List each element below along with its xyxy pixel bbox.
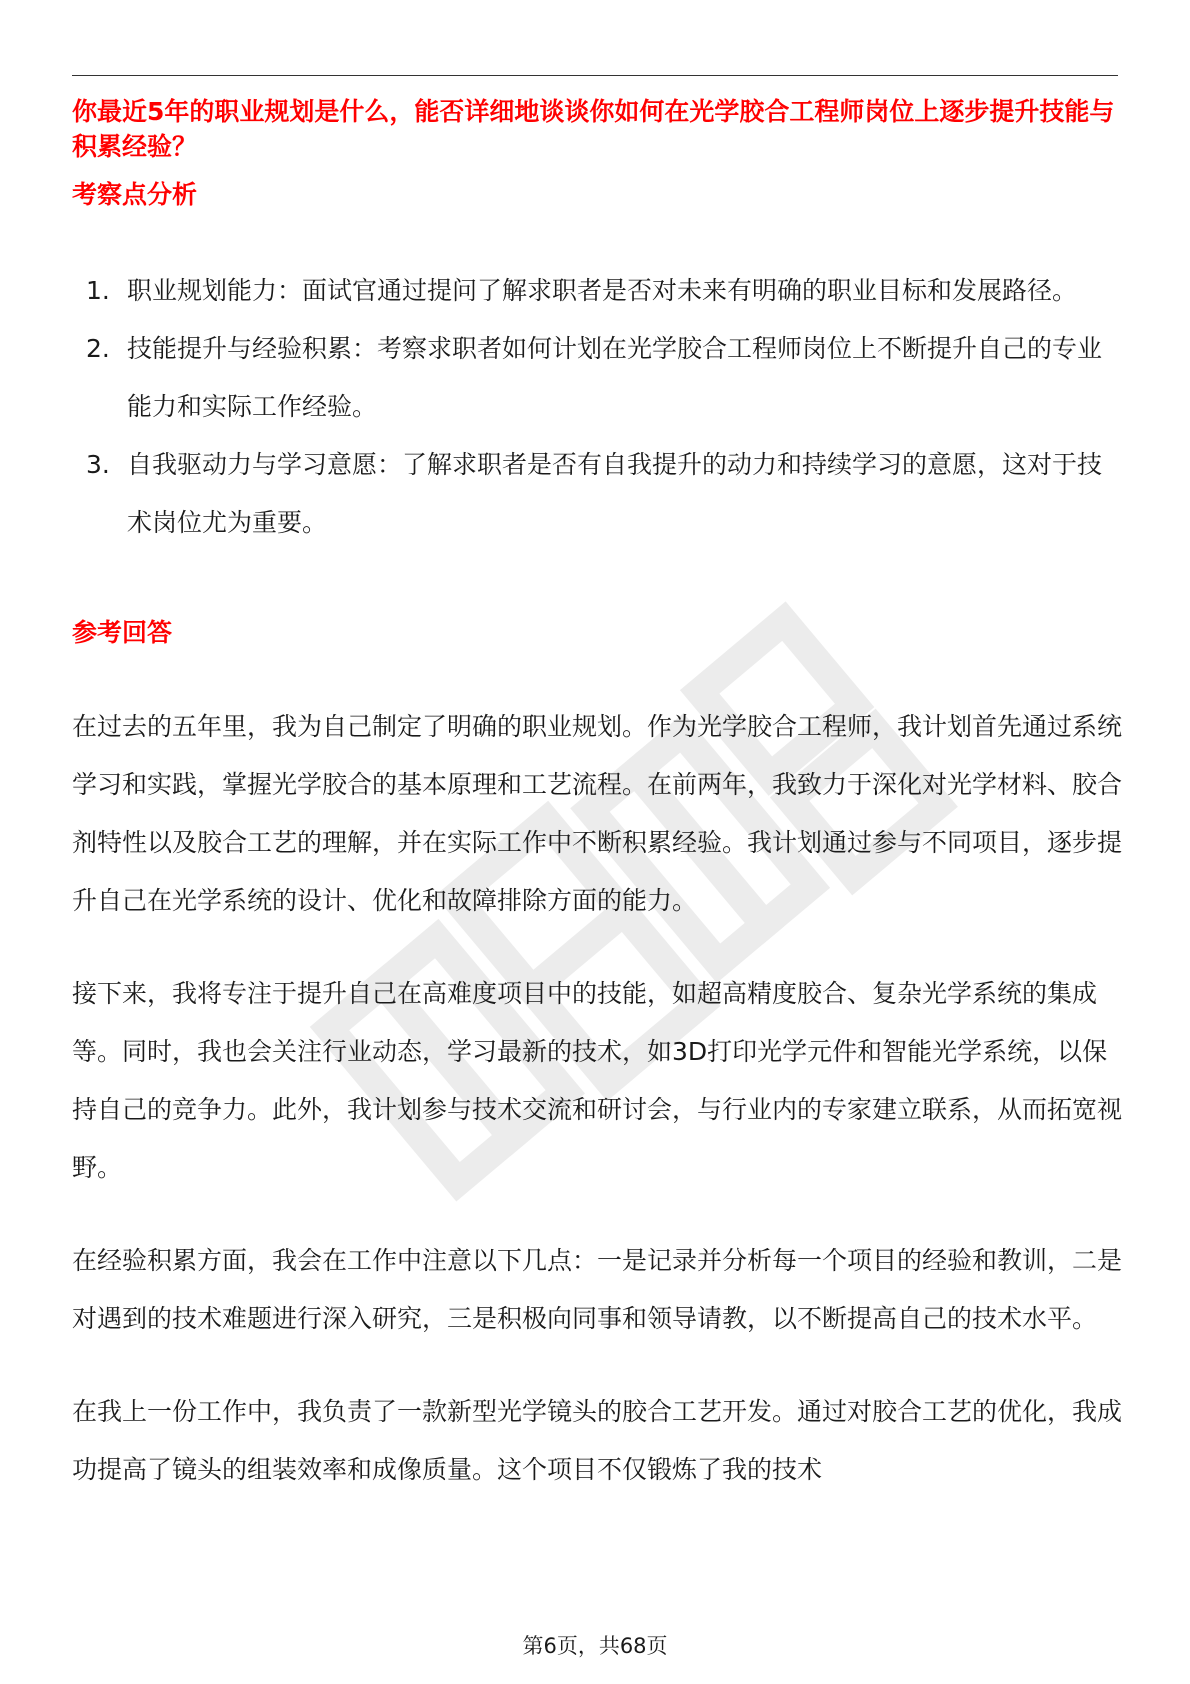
list-item-text: 技能提升与经验积累：考察求职者如何计划在光学胶合工程师岗位上不断提升自己的专业能力和实际工作经验。 bbox=[127, 334, 1103, 421]
list-item-text: 职业规划能力：面试官通过提问了解求职者是否对未来有明确的职业目标和发展路径。 bbox=[127, 276, 1078, 305]
page-number: 第6页，共68页 bbox=[522, 1634, 668, 1658]
list-item-number: 3. bbox=[86, 450, 110, 479]
list-item-text: 自我驱动力与学习意愿：了解求职者是否有自我提升的动力和持续学习的意愿，这对于技术岗位尤为重要。 bbox=[127, 450, 1103, 537]
list-item bbox=[72, 436, 1122, 552]
answer-paragraph: 接下来，我将专注于提升自己在高难度项目中的技能，如超高精度胶合、复杂光学系统的集成等。同时，我也会关注行业动态，学习最新的技术，如3D打印光学元件和智能光学系统，以保持自己的竞争力。此外，我计划参与技术交流和研讨会，与行业内的专家建立联系，从而拓宽视野。 bbox=[72, 979, 1123, 1182]
list-item-number: 1. bbox=[86, 276, 110, 305]
answer-body bbox=[72, 698, 1122, 1534]
analysis-heading: 考察点分析 bbox=[72, 180, 198, 209]
answer-heading: 参考回答 bbox=[72, 618, 173, 647]
analysis-points-list bbox=[72, 262, 1122, 552]
question-title: 你最近5年的职业规划是什么，能否详细地谈谈你如何在光学胶合工程师岗位上逐步提升技能与积累经验？ bbox=[72, 97, 1115, 161]
answer-paragraph: 在经验积累方面，我会在工作中注意以下几点：一是记录并分析每一个项目的经验和教训，二是对遇到的技术难题进行深入研究，三是积极向同事和领导请教，以不断提高自己的技术水平。 bbox=[72, 1246, 1123, 1333]
list-item-number: 2. bbox=[86, 334, 110, 363]
answer-paragraph: 在我上一份工作中，我负责了一款新型光学镜头的胶合工艺开发。通过对胶合工艺的优化，我成功提高了镜头的组装效率和成像质量。这个项目不仅锻炼了我的技术 bbox=[72, 1397, 1123, 1484]
list-item bbox=[72, 320, 1122, 436]
list-item bbox=[72, 262, 1122, 320]
answer-paragraph: 在过去的五年里，我为自己制定了明确的职业规划。作为光学胶合工程师，我计划首先通过系统学习和实践，掌握光学胶合的基本原理和工艺流程。在前两年，我致力于深化对光学材料、胶合剂特性以及胶合工艺的理解，并在实际工作中不断积累经验。我计划通过参与不同项目，逐步提升自己在光学系统的设计、优化和故障排除方面的能力。 bbox=[72, 712, 1123, 915]
top-divider bbox=[72, 75, 1118, 76]
